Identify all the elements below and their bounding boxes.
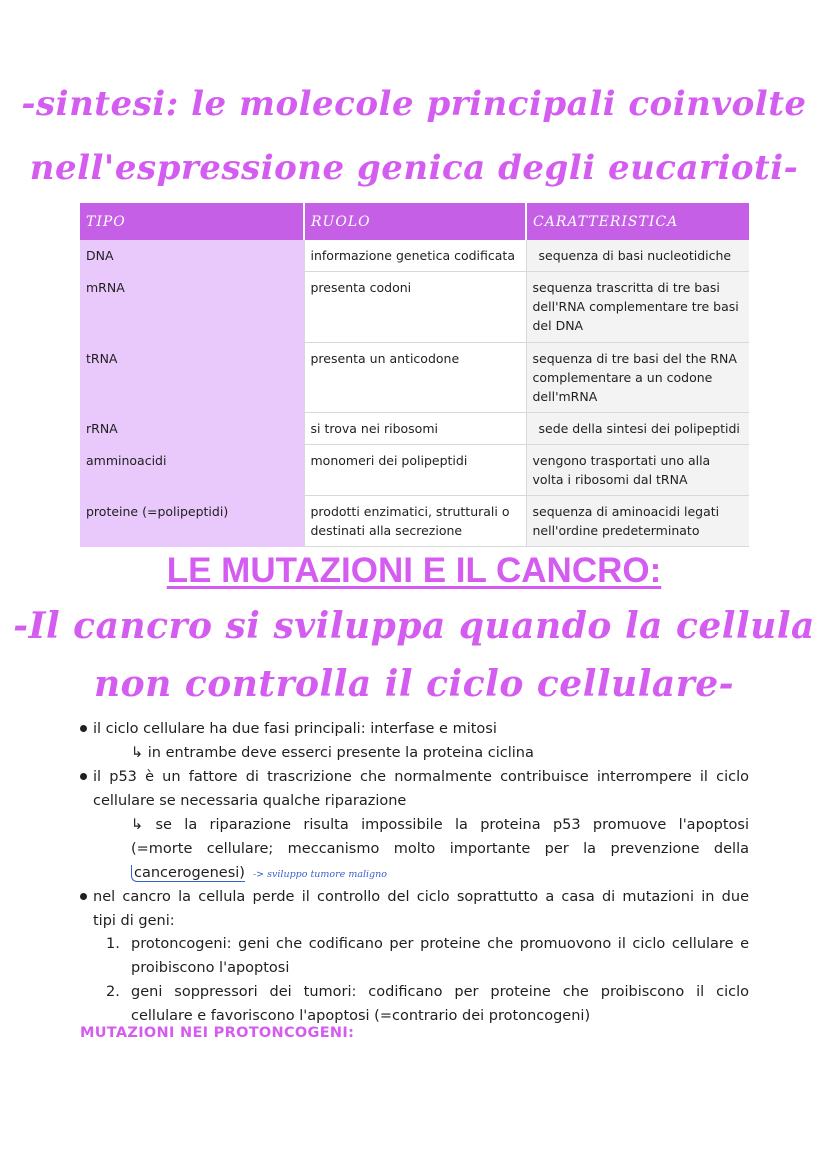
- numbered-item-1-line-2: proibiscono l'apoptosi: [131, 960, 290, 976]
- numbered-item-2-number: 2.: [106, 984, 120, 1000]
- section-heading-mutations: LE MUTAZIONI E IL CANCRO:: [166, 551, 662, 590]
- page-title-line-2: nell'espressione genica degli eucarioti-: [29, 148, 799, 188]
- bullet-item-2-line-1: il p53 è un fattore di trascrizione che normalmente contribuisce interrompere il ciclo: [93, 769, 749, 785]
- bullet-dot: [80, 893, 87, 900]
- bullet-dot: [80, 773, 87, 780]
- bullet-item-2-sub-line-3: [131, 861, 387, 887]
- table-row: [80, 240, 749, 271]
- cell-tipo: rRNA: [80, 412, 304, 444]
- cell-caratteristica: sequenza di aminoacidi legati nell'ordine predeterminato: [526, 495, 749, 546]
- table-header-row: [80, 203, 749, 240]
- cell-ruolo: informazione genetica codificata: [304, 240, 526, 271]
- table-row: [80, 444, 749, 495]
- table-row: [80, 271, 749, 342]
- numbered-item-2-line-2: cellulare e favoriscono l'apoptosi (=contrario dei protoncogeni): [131, 1008, 591, 1024]
- bullet-item-1-sub: [131, 741, 534, 765]
- handwritten-note: -> sviluppo tumore maligno: [252, 869, 387, 880]
- cell-caratteristica: sede della sintesi dei polipeptidi: [526, 412, 749, 444]
- section-subtitle-line-2: non controlla il ciclo cellulare-: [93, 663, 735, 705]
- bullet-item-2-sub-line-1: [131, 813, 749, 837]
- molecules-table: [80, 203, 749, 547]
- cell-tipo: mRNA: [80, 271, 304, 342]
- cell-caratteristica: sequenza di tre basi del the RNA complementare a un codone dell'mRNA: [526, 342, 749, 412]
- cell-ruolo: si trova nei ribosomi: [304, 412, 526, 444]
- cell-caratteristica: sequenza trascritta di tre basi dell'RNA complementare tre basi del DNA: [526, 271, 749, 342]
- table-row: [80, 342, 749, 412]
- cell-ruolo: prodotti enzimatici, strutturali o destinati alla secrezione: [304, 495, 526, 546]
- cell-tipo: amminoacidi: [80, 444, 304, 495]
- cell-tipo: proteine (=polipeptidi): [80, 495, 304, 546]
- cell-ruolo: presenta codoni: [304, 271, 526, 342]
- table-row: [80, 495, 749, 546]
- page-title-line-1: -sintesi: le molecole principali coinvolte: [21, 84, 807, 124]
- bullet-item-3-line-1: nel cancro la cellula perde il controllo del ciclo soprattutto a casa di mutazioni in due: [93, 889, 749, 905]
- bullet-item-3-line-2: tipi di geni:: [93, 913, 175, 929]
- header-ruolo: RUOLO: [304, 203, 526, 240]
- cell-caratteristica: vengono trasportati uno alla volta i ribosomi dal tRNA: [526, 444, 749, 495]
- arrow-return-icon: ↳: [131, 745, 148, 761]
- cell-ruolo: monomeri dei polipeptidi: [304, 444, 526, 495]
- bullet-item-2-line-2: cellulare se necessaria qualche riparazione: [93, 793, 407, 809]
- cell-tipo: tRNA: [80, 342, 304, 412]
- table-row: [80, 412, 749, 444]
- numbered-item-1-line-1: protoncogeni: geni che codificano per proteine che promuovono il ciclo cellulare e: [131, 936, 749, 952]
- bullet-item-2-sub-text: se la riparazione risulta impossibile la proteina p53 promuove l'apoptosi: [155, 817, 749, 833]
- bullet-item-2-sub-line-2: (=morte cellulare; meccanismo molto importante per la prevenzione della: [131, 841, 749, 857]
- cell-caratteristica: sequenza di basi nucleotidiche: [526, 240, 749, 271]
- arrow-return-icon: ↳: [131, 817, 156, 833]
- header-tipo: TIPO: [80, 203, 304, 240]
- cell-tipo: DNA: [80, 240, 304, 271]
- cancerogenesi-highlight: cancerogenesi): [131, 865, 245, 882]
- cell-ruolo: presenta un anticodone: [304, 342, 526, 412]
- sub-heading-protoncogeni: MUTAZIONI NEI PROTONCOGENI:: [80, 1025, 355, 1041]
- bullet-item-1-sub-text: in entrambe deve esserci presente la proteina ciclina: [147, 745, 534, 761]
- header-caratteristica: CARATTERISTICA: [526, 203, 749, 240]
- section-subtitle-line-1: -Il cancro si sviluppa quando la cellula: [13, 605, 815, 647]
- bullet-item-1: il ciclo cellulare ha due fasi principali: interfase e mitosi: [93, 721, 497, 737]
- numbered-item-1-number: 1.: [106, 936, 120, 952]
- bullet-dot: [80, 725, 87, 732]
- numbered-item-2-line-1: geni soppressori dei tumori: codificano per proteine che proibiscono il ciclo: [131, 984, 749, 1000]
